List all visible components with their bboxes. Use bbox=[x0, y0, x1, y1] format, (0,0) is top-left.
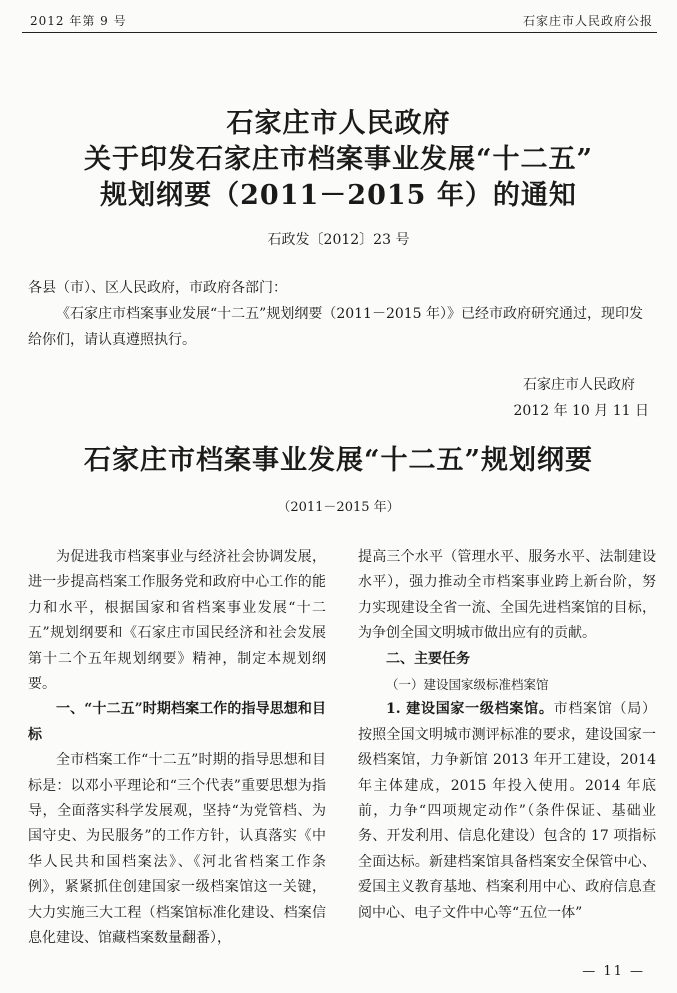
issue-date: 2012 年 10 月 11 日 bbox=[513, 403, 649, 419]
document-number: 石政发〔2012〕23 号 bbox=[267, 232, 410, 248]
right-column bbox=[358, 545, 656, 926]
section2-heading: 二、主要任务 bbox=[386, 650, 470, 667]
recipients-line: 各县（市）、区人民政府，市政府各部门： bbox=[28, 280, 287, 296]
subsection1-heading: （一）建设国家级标准档案馆 bbox=[386, 677, 549, 693]
section1-body: 全市档案工作“十二五”时期的指导思想和目标是：以邓小平理论和“三个代表”重要思想为指导，全面落实科学发展观，坚持“为党管档、为国守史、为民服务”的工作方针，认真落实《中华人民共和国档案法》、《河北省档案工作条例》，紧紧抓住创建国家一级档案馆这一关键，大力实施三大工程（档案馆标准化建设、档案信息化建设、馆藏档案数量翻番）， bbox=[28, 752, 326, 947]
item1-body: 市档案馆（局）按照全国文明城市测评标准的要求，建设国家一级档案馆，力争新馆 2013 年开工建设，2014 年主体建成，2015 年投入使用。2014 年底前，力争“四项规定动作”（条件保证、基础业务、开发利用、信息化建设）包含的 17 项指标全面达标。新建档案馆具备档案安全保管中心、爱国主义教育基地、档案利用中心、政府信息查阅中心、电子文件中心等“五位一体” bbox=[358, 701, 656, 921]
intro-paragraph: 为促进我市档案事业与经济社会协调发展，进一步提高档案工作服务党和政府中心工作的能力和水平，根据国家和省档案事业发展“十二五”规划纲要和《石家庄市国民经济和社会发展第十二个五年规划纲要》精神，制定本规划纲要。 bbox=[28, 549, 326, 693]
publication-name: 石家庄市人民政府公报 bbox=[522, 14, 653, 28]
plan-period: （2011－2015 年） bbox=[277, 500, 400, 515]
issuer-signature: 石家庄市人民政府 bbox=[523, 377, 635, 393]
section1-body-continued: 提高三个水平（管理水平、服务水平、法制建设水平），强力推动全市档案事业跨上新台阶，努力实现建设全省一流、全国先进档案馆的目标，为争创全国文明城市做出应有的贡献。 bbox=[358, 549, 656, 642]
header-rule bbox=[22, 32, 657, 33]
section1-heading: 一、“十二五”时期档案工作的指导思想和目标 bbox=[28, 701, 326, 743]
issue-label: 2012 年第 9 号 bbox=[30, 14, 127, 28]
notice-title-line2: 关于印发石家庄市档案事业发展“十二五” bbox=[83, 144, 594, 175]
item1-label: 1. 建设国家一级档案馆。 bbox=[386, 701, 554, 718]
page-number: — 11 — bbox=[582, 964, 645, 979]
plan-title: 石家庄市档案事业发展“十二五”规划纲要 bbox=[83, 445, 594, 476]
notice-body: 《石家庄市档案事业发展“十二五”规划纲要（2011－2015 年）》已经市政府研究通过，现印发给你们，请认真遵照执行。 bbox=[28, 306, 644, 348]
notice-title-line3: 规划纲要（2011－2015 年）的通知 bbox=[100, 180, 577, 211]
notice-title-line1: 石家庄市人民政府 bbox=[226, 108, 451, 139]
left-column bbox=[28, 545, 326, 952]
